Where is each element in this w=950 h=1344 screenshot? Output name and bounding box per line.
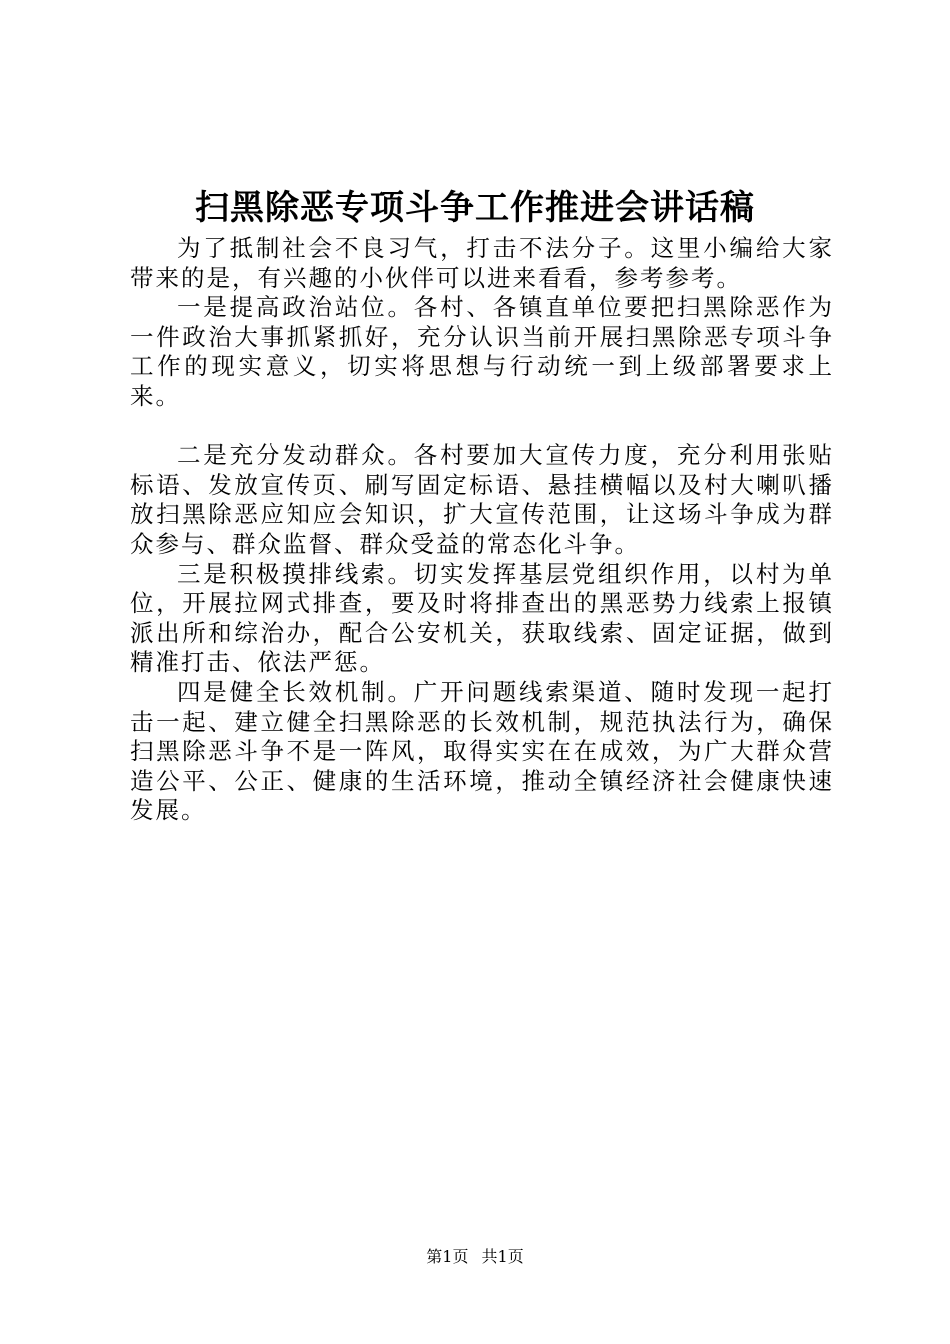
total-pages: 共1页 xyxy=(481,1247,524,1266)
page-number: 第1页 xyxy=(426,1247,469,1266)
paragraph-intro: 为了抵制社会不良习气，打击不法分子。这里小编给大家带来的是，有兴趣的小伙伴可以进来看看，参考参考。 xyxy=(130,234,834,292)
document-body xyxy=(130,234,834,826)
paragraph-point-1: 一是提高政治站位。各村、各镇直单位要把扫黑除恶作为一件政治大事抓紧抓好，充分认识当前开展扫黑除恶专项斗争工作的现实意义，切实将思想与行动统一到上级部署要求上来。 xyxy=(130,293,834,410)
paragraph-point-2: 二是充分发动群众。各村要加大宣传力度，充分利用张贴标语、发放宣传页、刷写固定标语、悬挂横幅以及村大喇叭播放扫黑除恶应知应会知识，扩大宣传范围，让这场斗争成为群众参与、群众监督、群众受益的常态化斗争。 xyxy=(130,441,834,558)
paragraph-point-3: 三是积极摸排线索。切实发挥基层党组织作用，以村为单位，开展拉网式排查，要及时将排查出的黑恶势力线索上报镇派出所和综治办，配合公安机关，获取线索、固定证据，做到精准打击、依法严惩。 xyxy=(130,559,834,677)
paragraph-gap xyxy=(130,412,834,442)
page-footer xyxy=(0,1247,950,1267)
paragraph-point-4: 四是健全长效机制。广开问题线索渠道、随时发现一起打击一起、建立健全扫黑除恶的长效机制，规范执法行为，确保扫黑除恶斗争不是一阵风，取得实实在在成效，为广大群众营造公平、公正、健康的生活环境，推动全镇经济社会健康快速发展。 xyxy=(130,677,834,825)
document-title: 扫黑除恶专项斗争工作推进会讲话稿 xyxy=(195,188,755,228)
